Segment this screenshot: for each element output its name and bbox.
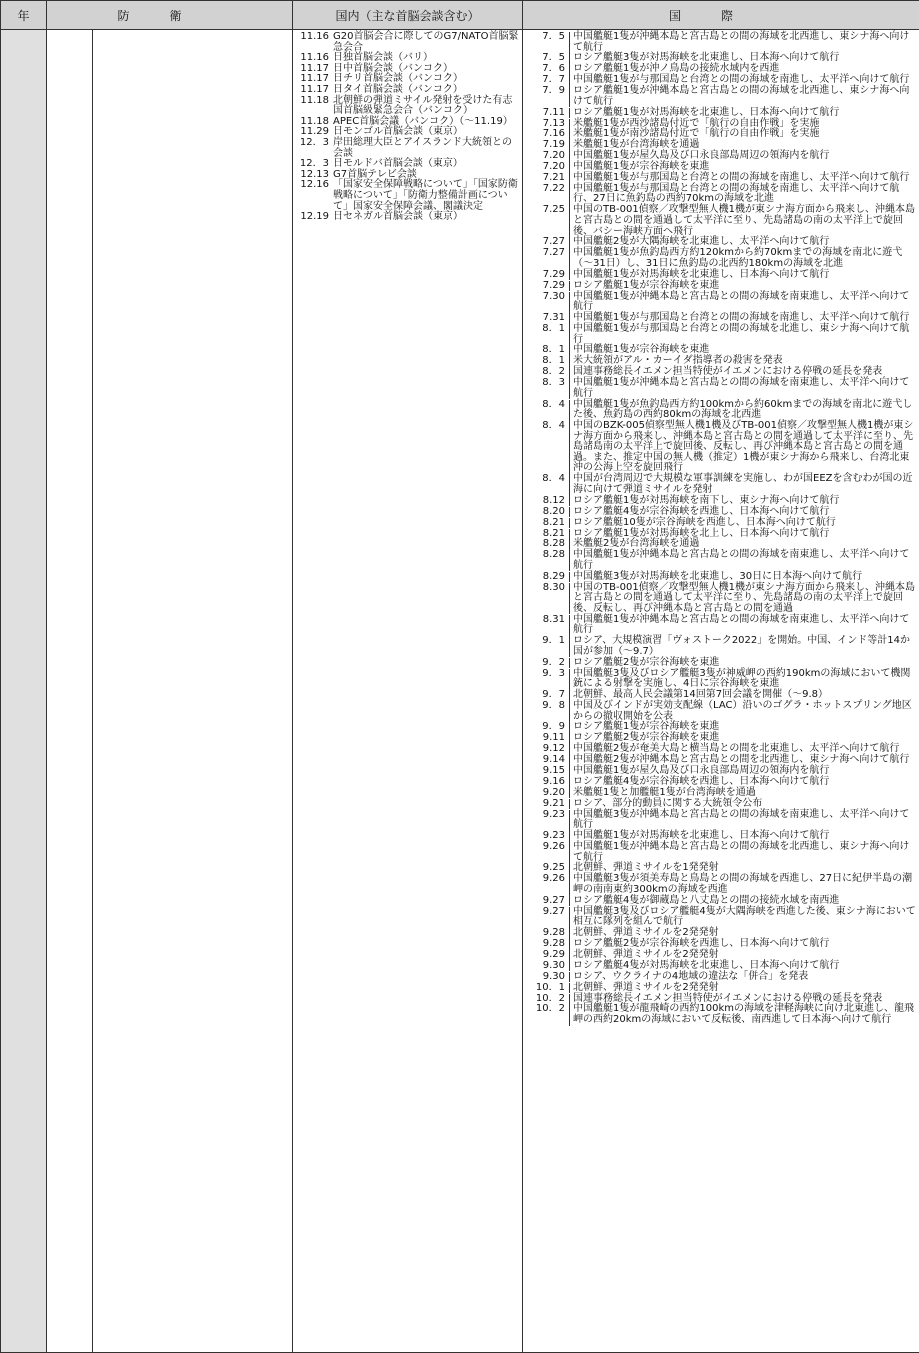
international-event-text: 中国艦艇1隻が龍飛崎の西約100kmの海域を津軽海峡に向け北東進し、龍飛岬の西約20kmの海域において反転後、南西進して日本海へ向けて航行 [573,1003,914,1026]
domestic-event-text: 日タイ首脳会談（バンコク） [333,83,463,95]
international-event-date: 9.21 [523,799,570,810]
international-event [523,636,917,657]
domestic-column [293,30,523,1353]
international-event-text: 中国艦艇1隻が魚釣島西方約100kmから約60kmまでの海域を南北に遊弋した後、魚釣島の西約80kmの海域を北西進 [573,398,913,421]
international-event-text: 中国艦艇3隻が須美寿島と鳥島との間の海域を西進し、27日に紀伊半島の潮岬の南南東約300kmの海域を西進 [573,873,913,895]
international-event-date: 7.20 [523,162,570,173]
international-event-date: 8．3 [523,378,570,399]
international-event-text: 国連事務総長イエメン担当特使がイエメンにおける停戦の延長を発表 [573,992,883,1004]
international-event [523,270,917,281]
international-column [523,30,919,1353]
international-event-text: 米艦艇1隻と加艦艇1隻が台湾海峡を通過 [573,786,756,798]
international-event [523,615,917,636]
international-event-text: 中国艦艇1隻が宗谷海峡を東進 [573,344,710,356]
international-event-date: 9.14 [523,755,570,766]
international-event-date: 9.27 [523,896,570,907]
domestic-event-date: 12．3 [299,158,330,170]
international-event [523,842,917,863]
international-event-text: 中国が台湾周辺で大規模な軍事訓練を実施し、わが国EEZを含むわが国の近海に向けて弾道ミサイルを発射 [573,473,913,495]
international-event-date: 9．3 [523,669,570,690]
international-event-text: 中国艦艇2隻が奄美大島と横当島との間を北東進し、太平洋へ向けて航行 [573,743,900,755]
domestic-event-text: 日チリ首脳会談（バンコク） [333,73,464,85]
international-event-date: 9.16 [523,777,570,788]
international-event-text: ロシア艦艇1隻が沖ノ鳥島の接続水域内を西進 [573,63,780,75]
international-event [523,896,917,907]
domestic-event-date: 11.17 [300,73,330,85]
international-event-date: 10．1 [523,983,570,994]
international-event-text: ロシア、ウクライナの4地域の違法な「併合」を発表 [573,970,809,982]
domestic-event [293,32,520,53]
international-event-date: 9.25 [523,863,570,874]
international-event-list [523,30,919,1026]
international-event-text: 米艦艇2隻が台湾海峡を通過 [573,538,700,550]
international-event-text: 中国艦艇1隻が与那国島と台湾との間の海域を北進し、東シナ海へ向けて航行 [573,322,910,345]
year-column [1,30,47,1353]
international-event [523,777,917,788]
international-event [523,583,917,615]
international-event-text: 中国艦艇1隻が沖縄本島と宮古島との間の海域を北西進し、東シナ海へ向けて航行 [573,31,910,53]
international-event [523,669,917,690]
international-event [523,173,917,184]
international-event [523,658,917,669]
domestic-event-text: 北朝鮮の弾道ミサイル発射を受けた有志国首脳級緊急会合（バンコク） [333,94,513,117]
international-event-date: 8.31 [523,615,570,636]
international-event [523,874,917,895]
international-event-text: 中国艦艇2隻が沖縄本島と宮古島との間を北西進し、東シナ海へ向けて航行 [573,754,910,766]
international-event [523,572,917,583]
international-event-date: 8．2 [523,367,570,378]
international-event-date: 7.30 [523,292,570,313]
international-event [523,788,917,799]
international-event-text: ロシア艦艇2隻が宗谷海峡を西進し、日本海へ向けて航行 [573,938,830,950]
international-event-date: 7.22 [523,184,570,205]
international-event-date: 9.28 [523,928,570,939]
header-row [1,1,919,30]
international-event-text: ロシア艦艇1隻が宗谷海峡を東進 [573,279,720,291]
defense-event-column [93,30,293,1353]
international-event-date: 9.26 [523,842,570,863]
international-event-text: 米艦艇1隻が南沙諸島付近で「航行の自由作戦」を実施 [573,128,820,140]
international-event-date: 9.23 [523,831,570,842]
international-event-date: 8．4 [523,400,570,421]
international-event-text: 北朝鮮、弾道ミサイルを2発発射 [573,948,719,960]
international-event [523,86,917,107]
international-event-text: 中国艦艇1隻が屋久島及び口永良部島周辺の領海内を航行 [573,765,830,777]
defense-date-column [47,30,93,1353]
international-event-text: 北朝鮮、弾道ミサイルを2発発射 [573,927,719,939]
international-event [523,378,917,399]
international-event-date: 10．2 [523,994,570,1005]
header-defense: 防衛 [47,1,293,30]
domestic-event-list [293,30,522,223]
domestic-event-text: 日モルドバ首脳会談（東京） [333,158,463,170]
international-event [523,474,917,495]
domestic-event-text: 日セネガル首脳会談（東京） [333,211,464,223]
international-event-date: 9．9 [523,722,570,733]
international-event-date: 8.28 [523,550,570,571]
header-year: 年 [1,1,47,30]
international-event [523,108,917,119]
header-international: 国際 [523,1,919,30]
international-event-date: 8.28 [523,539,570,550]
domestic-event-date: 12.19 [300,211,330,223]
international-event-date: 9.27 [523,907,570,928]
international-event-text: 米艦艇1隻が台湾海峡を通過 [573,139,700,151]
international-event-text: 中国艦艇3隻及びロシア艦艇4隻が大隅海峡を西進した後、東シナ海において相互に隊列を組んで航行 [573,905,916,928]
international-event-date: 7.29 [523,270,570,281]
international-event-text: ロシア艦艇2隻が宗谷海峡を東進 [573,732,720,744]
international-event-text: ロシア艦艇4隻が御蔵島と八丈島との間の接続水域を南西進 [573,894,840,906]
international-event-text: ロシア艦艇10隻が宗谷海峡を西進し、日本海へ向けて航行 [573,516,836,528]
domestic-event-text: 「国家安全保障戦略について」「国家防衛戦略について」「防衛力整備計画について」国家安全保障会議、閣議決定 [333,179,518,212]
domestic-event-date: 11.16 [300,52,330,64]
international-event-date: 7．7 [523,75,570,86]
international-event-text: 北朝鮮、弾道ミサイルを2発発射 [573,981,719,993]
international-event-date: 7．5 [523,32,570,53]
international-event [523,324,917,345]
international-event-text: ロシア艦艇4隻が宗谷海峡を西進し、日本海へ向けて航行 [573,505,830,517]
international-event [523,205,917,237]
international-event-text: 中国艦艇1隻が沖縄本島と宮古島との間の海域を南東進し、太平洋へ向けて航行 [573,377,910,399]
international-event-text: ロシア艦艇3隻が対馬海峡を北東進し、日本海へ向けて航行 [573,52,840,64]
international-event-text: 中国艦艇3隻が沖縄本島と宮古島との間の海域を南東進し、太平洋へ向けて航行 [573,808,910,831]
international-event-text: 中国艦艇1隻が宗谷海峡を東進 [573,161,710,173]
domestic-event [293,85,520,96]
domestic-event-date: 11.18 [300,94,330,106]
domestic-event-text: 日中首脳会談（バンコク） [333,62,454,74]
international-event-date: 8．1 [523,345,570,356]
international-event-text: 中国艦艇3隻が対馬海峡を北東進し、30日に日本海へ向けて航行 [573,570,863,582]
international-event [523,507,917,518]
international-event [523,421,917,474]
international-event [523,496,917,507]
international-event-text: 中国艦艇1隻が沖縄本島と宮古島との間の海域を南東進し、太平洋へ向けて航行 [573,290,910,313]
international-event-text: ロシア艦艇1隻が宗谷海峡を東進 [573,721,720,733]
international-event-date: 7．6 [523,64,570,75]
international-event [523,292,917,313]
international-event-date: 9.11 [523,733,570,744]
international-event [523,32,917,53]
domestic-event-date: 12.16 [300,179,330,191]
international-event-date: 8.29 [523,572,570,583]
international-event-date: 9.30 [523,972,570,983]
international-event-date: 7.27 [523,248,570,269]
international-event-date: 9.30 [523,961,570,972]
international-event-text: 中国艦艇1隻が魚釣島西方約120kmから約70kmまでの海域を南北に遊弋（～31日）し、31日に魚釣島の北西約180kmの海域を北進 [573,247,903,269]
international-event-text: 中国艦艇1隻が与那国島と台湾との間の海域を南進し、太平洋へ向けて航行、27日に魚釣島の西約70kmの海域を北進 [573,182,900,205]
international-event-date: 9．7 [523,690,570,701]
domestic-event-text: G20首脳会合に際してのG7/NATO首脳緊急会合 [333,31,519,53]
domestic-event-date: 12.13 [300,168,330,180]
international-event-date: 8.12 [523,496,570,507]
international-event [523,184,917,205]
domestic-event-text: 岸田総理大臣とアイスランド大統領との会談 [333,136,513,159]
international-event-text: ロシア艦艇2隻が宗谷海峡を東進 [573,656,720,668]
international-event-date: 9．1 [523,636,570,657]
international-event-date: 8．4 [523,474,570,495]
international-event-text: 米大統領がアル・カーイダ指導者の殺害を発表 [573,355,783,367]
international-event-date: 8．1 [523,324,570,345]
domestic-event-text: 日モンゴル首脳会談（東京） [333,126,464,138]
international-event-date: 9.20 [523,788,570,799]
international-event [523,281,917,292]
international-event-date: 7.25 [523,205,570,237]
international-event-text: ロシア艦艇1隻が対馬海峡を南下し、東シナ海へ向けて航行 [573,494,840,506]
international-event [523,972,917,983]
international-event-text: ロシア、部分的動員に関する大統領令公布 [573,797,763,809]
international-event-date: 8.21 [523,529,570,540]
international-event-text: 中国艦艇2隻が大隅海峡を北東進し、太平洋へ向けて航行 [573,236,830,248]
domestic-event-date: 11.17 [300,62,330,74]
international-event-date: 8.20 [523,507,570,518]
international-event-date: 8．4 [523,421,570,474]
international-event-text: 北朝鮮、弾道ミサイルを1発発射 [573,862,719,874]
international-event-date: 9.12 [523,744,570,755]
international-event-date: 7.16 [523,129,570,140]
international-event [523,950,917,961]
international-event-text: ロシア艦艇4隻が対馬海峡を北東進し、日本海へ向けて航行 [573,959,840,971]
international-event-text: 中国のTB-001偵察／攻撃型無人機1機が東シナ海方面から飛来し、沖縄本島と宮古島との間を通過して太平洋に至り、先島諸島の南の太平洋上で旋回後、バシー海峡方面へ飛行 [573,204,916,237]
international-event [523,799,917,810]
international-event-date: 7.27 [523,237,570,248]
international-event [523,1004,917,1025]
international-event-date: 9.23 [523,810,570,831]
domestic-event-date: 11.16 [300,31,330,42]
international-event-date: 8.21 [523,518,570,529]
domestic-event [293,180,520,212]
international-event-text: ロシア艦艇1隻が対馬海峡を北上し、日本海へ向けて航行 [573,527,830,539]
international-event-date: 7.21 [523,173,570,184]
international-event [523,701,917,722]
international-event-text: ロシア艦艇1隻が対馬海峡を北東進し、日本海へ向けて航行 [573,106,840,118]
international-event [523,248,917,269]
international-event-text: 中国のTB-001偵察／攻撃型無人機1機が東シナ海方面から飛来し、沖縄本島と宮古島との間を通過して太平洋に至り、先島諸島の南の太平洋上で旋回後、反転し、再び沖縄本島と宮古島との間を通過 [573,581,916,614]
international-event-date: 7．5 [523,53,570,64]
domestic-event-date: 11.18 [300,115,330,127]
international-event-text: ロシア艦艇1隻が沖縄本島と宮古島との間の海域を北西進し、東シナ海へ向けて航行 [573,85,910,107]
international-event-date: 8．1 [523,356,570,367]
international-event [523,983,917,994]
international-event-date: 9.28 [523,939,570,950]
domestic-event [293,96,520,117]
international-event [523,400,917,421]
international-event-date: 7.19 [523,140,570,151]
international-event-date: 7.13 [523,119,570,130]
international-event-date: 9.29 [523,950,570,961]
international-event [523,518,917,529]
international-event-date: 9.26 [523,874,570,895]
international-event-text: 中国艦艇1隻が与那国島と台湾との間の海域を南進し、太平洋へ向けて航行 [573,312,910,324]
international-event-date: 7．9 [523,86,570,107]
international-event-text: 中国艦艇1隻が沖縄本島と宮古島との間の海域を南東進し、太平洋へ向けて航行 [573,549,910,571]
international-event-date: 7.20 [523,151,570,162]
domestic-event-text: 日独首脳会談（バリ） [333,52,434,64]
international-event [523,550,917,571]
header-domestic: 国内（主な首脳会談含む） [293,1,523,30]
domestic-event [293,212,520,223]
international-event-text: 中国及びインドが実効支配線（LAC）沿いのゴグラ・ホットスプリング地区からの撤収開始を公表 [573,699,912,722]
international-event-text: 中国艦艇1隻が対馬海峡を北東進し、日本海へ向けて航行 [573,830,830,842]
international-event-text: 中国艦艇1隻が沖縄本島と宮古島との間の海域を北西進し、東シナ海へ向けて航行 [573,840,910,863]
domestic-event-date: 11.29 [300,126,330,138]
international-event [523,961,917,972]
international-event-date: 7.31 [523,313,570,324]
international-event-date: 7.29 [523,281,570,292]
international-event-date: 9．8 [523,701,570,722]
domestic-event-date: 12．3 [299,136,330,148]
international-event-text: 中国艦艇1隻が沖縄本島と宮古島との間の海域を南東進し、太平洋へ向けて航行 [573,613,910,636]
international-event-text: 中国艦艇1隻が与那国島と台湾との間の海域を南進し、太平洋へ向けて航行 [573,171,910,183]
international-event-text: 米艦艇1隻が西沙諸島付近で「航行の自由作戦」を実施 [573,117,820,129]
international-event-text: 中国艦艇1隻が対馬海峡を北東進し、日本海へ向けて航行 [573,268,830,280]
international-event-text: 中国艦艇1隻が屋久島及び口永良部島周辺の領海内を航行 [573,150,830,162]
international-event [523,907,917,928]
international-event [523,810,917,831]
international-event-text: 国連事務総長イエメン担当特使がイエメンにおける停戦の延長を発表 [573,366,883,378]
domestic-event-date: 11.17 [300,83,330,95]
international-event-date: 9.15 [523,766,570,777]
domestic-event [293,138,520,159]
domestic-event-text: G7首脳テレビ会談 [333,168,417,180]
international-event-text: 中国艦艇3隻及びロシア艦艇3隻が神威岬の西約190kmの海域において機関銃による射撃を実施し、4日に宗谷海峡を東進 [573,667,911,690]
international-event-text: 中国のBZK-005偵察型無人機1機及びTB-001偵察／攻撃型無人機1機が東シナ海方面から飛来し、沖縄本島と宮古島との間を通過して太平洋に至り、先島諸島南の太平洋上で旋回後、反転し、再び沖縄本島と宮古島との間を通過。また、推定中国の無人機（推定）1機が東シナ海から飛来し、台湾北東沖の公海上空を旋回飛行 [573,420,914,474]
international-event-text: 中国艦艇1隻が与那国島と台湾との間の海域を南進し、太平洋へ向けて航行 [573,74,910,86]
international-event-text: ロシア艦艇4隻が宗谷海峡を西進し、日本海へ向けて航行 [573,775,830,787]
domestic-event-text: APEC首脳会議（バンコク）（～11.19） [333,115,513,127]
international-event-text: ロシア、大規模演習「ヴォストーク2022」を開始。中国、インド等計14か国が参加（～9.7） [573,635,910,657]
international-event-date: 7.11 [523,108,570,119]
body-row [1,30,919,1353]
international-event-text: 北朝鮮、最高人民会議第14回第7回会議を開催（～9.8） [573,689,829,701]
international-event-date: 9．2 [523,658,570,669]
international-event-date: 10．2 [523,1004,570,1025]
international-event-date: 8.30 [523,583,570,615]
